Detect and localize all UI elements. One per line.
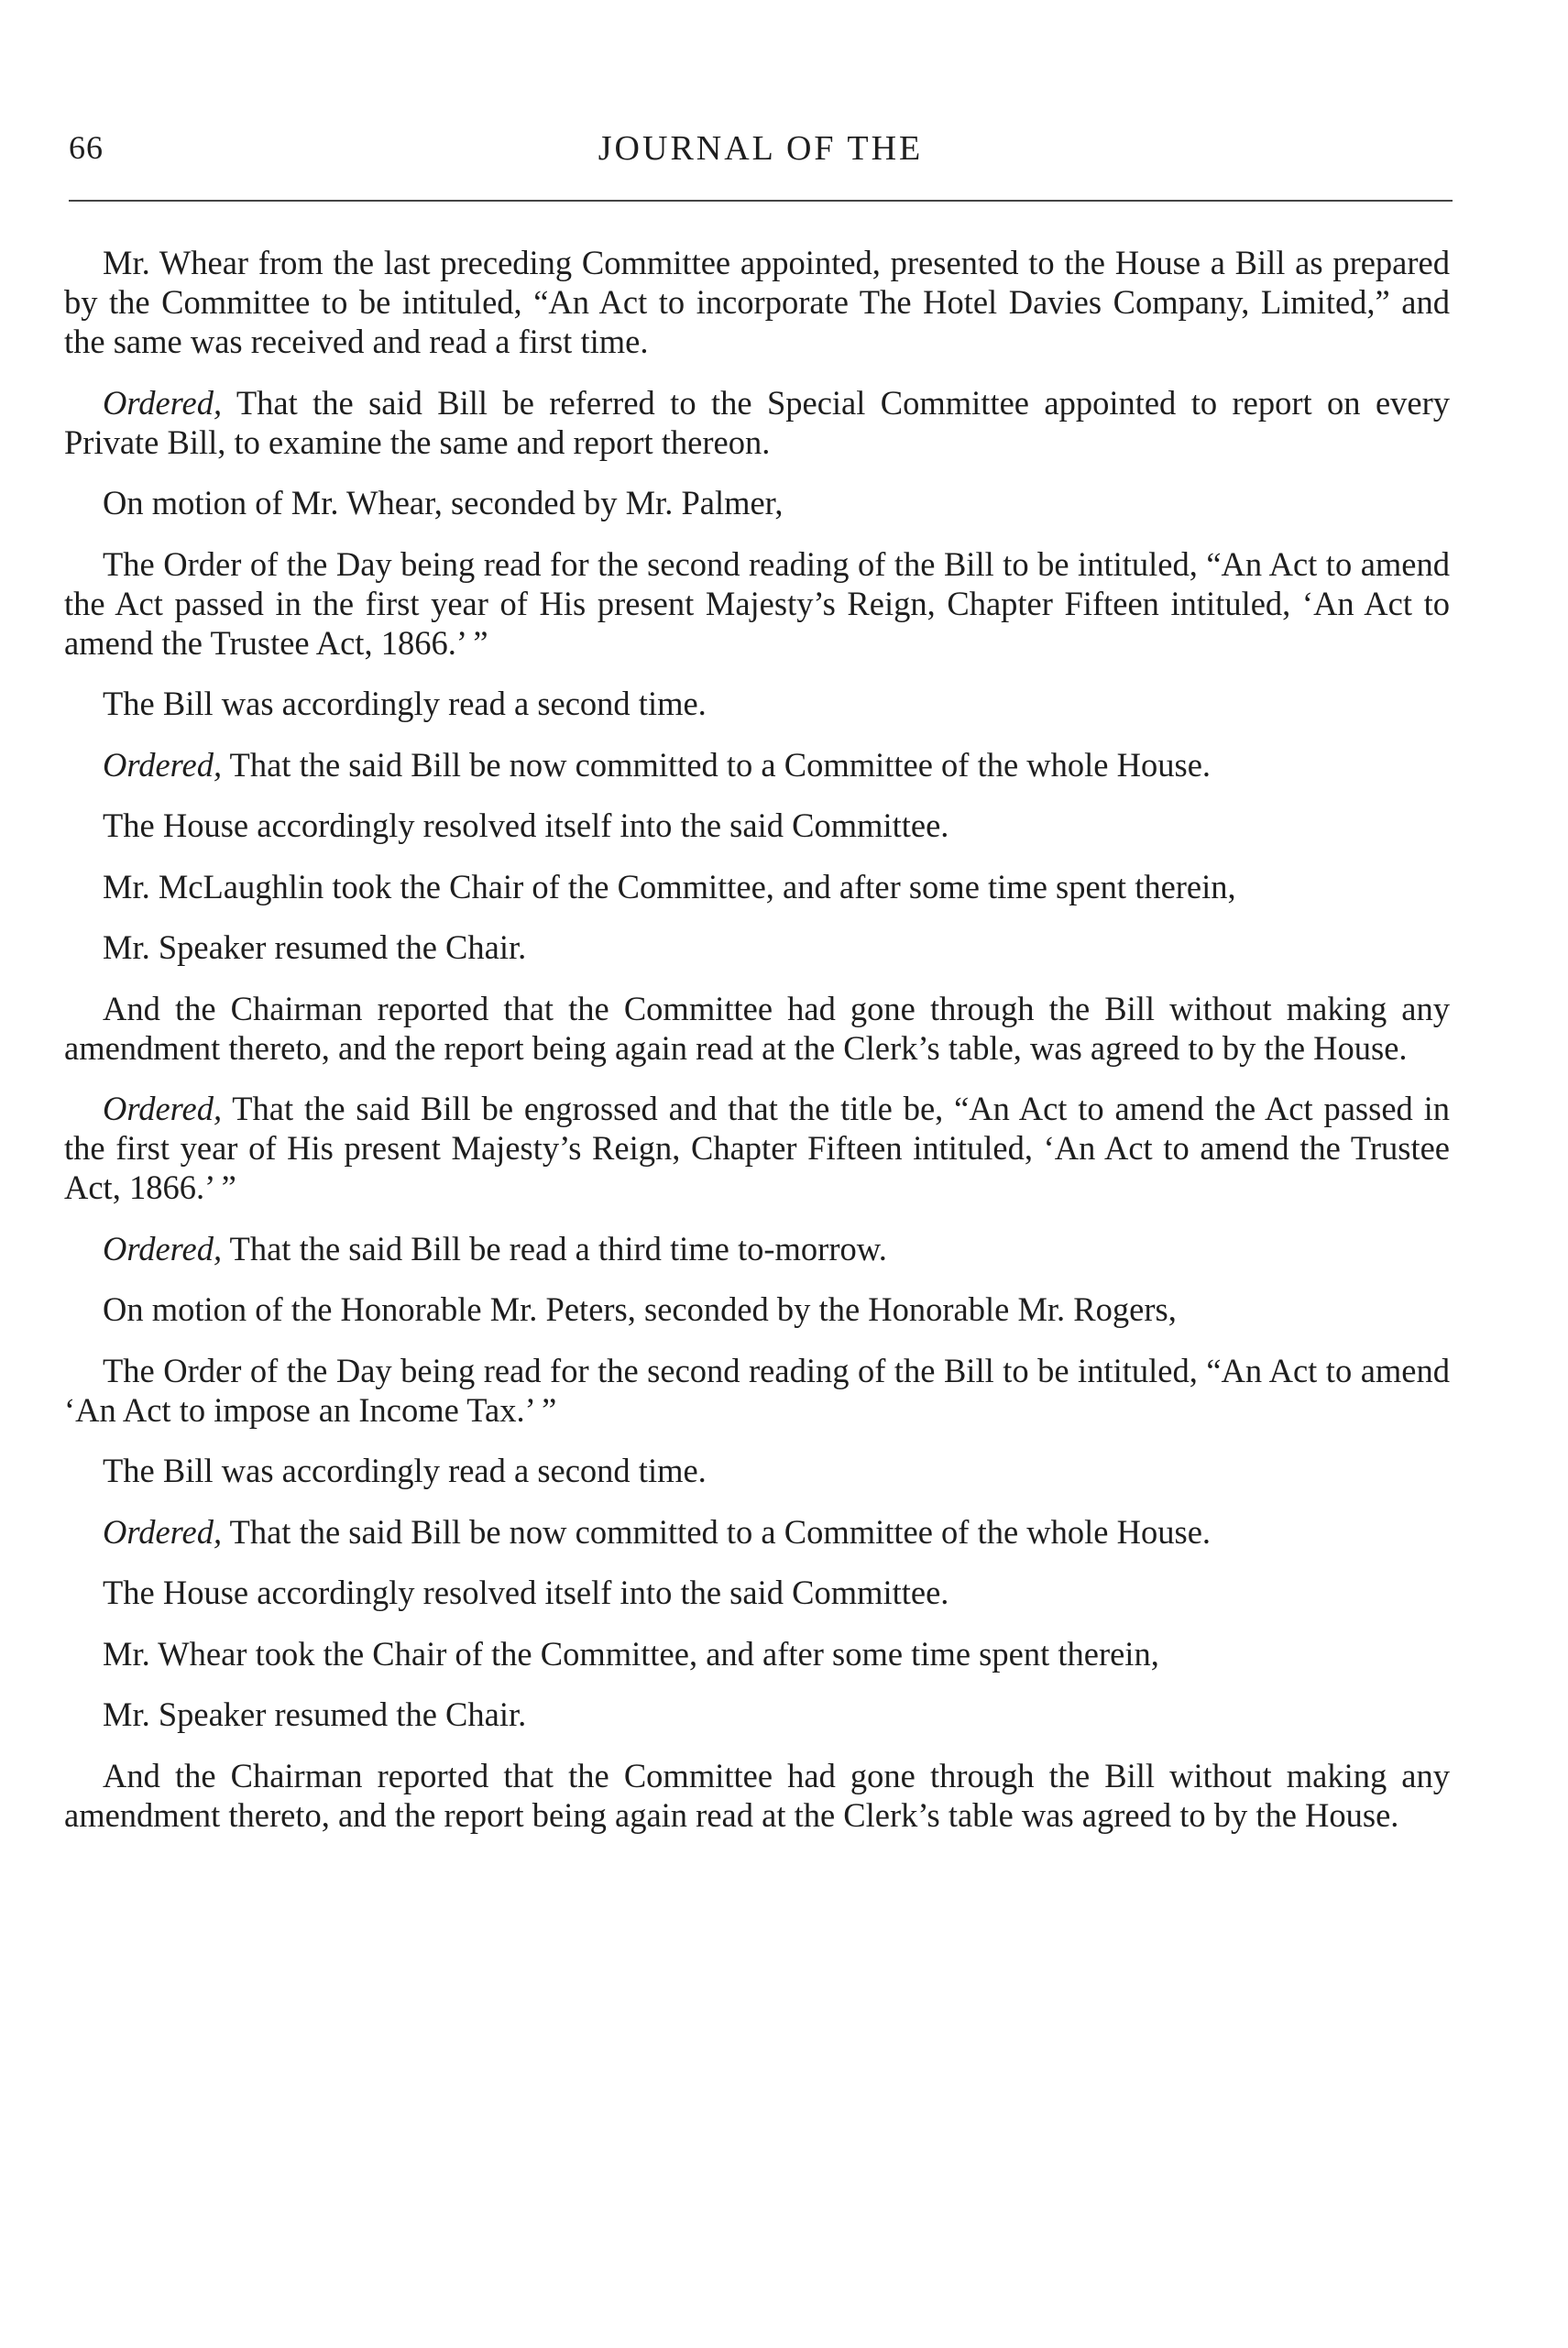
paragraph-text: The Bill was accordingly read a second time.	[103, 685, 707, 722]
paragraph	[64, 1634, 1450, 1673]
paragraph	[64, 1573, 1450, 1612]
paragraph	[64, 544, 1450, 663]
paragraph-lead: Ordered,	[103, 745, 223, 784]
paragraph-lead: Ordered,	[103, 383, 223, 422]
paragraph-text: On motion of the Honorable Mr. Peters, seconded by the Honorable Mr. Rogers,	[103, 1290, 1177, 1328]
paragraph	[64, 1695, 1450, 1734]
header-rule	[69, 200, 1453, 202]
paragraph-text: On motion of Mr. Whear, seconded by Mr. Palmer,	[103, 484, 784, 521]
paragraph-text: The House accordingly resolved itself into the said Committee.	[103, 806, 949, 844]
paragraph-text: That the said Bill be now committed to a Committee of the whole House.	[222, 745, 1212, 784]
paragraph-text: The Bill was accordingly read a second time.	[103, 1452, 707, 1489]
paragraph	[64, 1756, 1450, 1835]
paragraph-text: The Order of the Day being read for the second reading of the Bill to be intituled, “An Act to amend the Act passed in the first year of His present Majesty’s Reign, Chapter Fifteen intituled, ‘An Act to amend the Trustee Act, 1866.’ ”	[64, 544, 1450, 662]
paragraph	[64, 243, 1450, 361]
paragraph-lead: Ordered,	[103, 1229, 223, 1267]
paragraph-text: Mr. Whear from the last preceding Committee appointed, presented to the House a Bill as prepared by the Committee to be intituled, “An Act to incorporate The Hotel Davies Company, Limited,” and the same was received and read a first time.	[64, 244, 1450, 360]
paragraph-lead: Ordered,	[103, 1090, 223, 1127]
paragraph-text: Mr. Speaker resumed the Chair.	[103, 928, 527, 966]
paragraph-text: That the said Bill be now committed to a Committee of the whole House.	[222, 1512, 1212, 1551]
journal-title: JOURNAL OF THE	[598, 129, 924, 168]
paragraph	[64, 927, 1450, 967]
paragraph-text: The Order of the Day being read for the second reading of the Bill to be intituled, “An Act to amend ‘An Act to impose an Income Tax.’ ”	[64, 1351, 1450, 1429]
paragraph	[64, 806, 1450, 845]
paragraph-text: That the said Bill be read a third time to-morrow.	[222, 1229, 887, 1267]
paragraph	[64, 383, 1450, 462]
paragraph	[64, 1089, 1450, 1207]
paragraph	[64, 745, 1450, 784]
paragraph	[64, 1451, 1450, 1490]
paragraph-lead: Ordered,	[103, 1512, 223, 1551]
paragraph	[64, 1351, 1450, 1430]
paragraph	[64, 684, 1450, 723]
paragraph-text: And the Chairman reported that the Committee had gone through the Bill without making any amendment thereto, and the report being again read at the Clerk’s table, was agreed to by the House.	[64, 989, 1450, 1067]
paragraph	[64, 1289, 1450, 1329]
journal-body	[64, 243, 1450, 1856]
running-head	[69, 128, 1453, 183]
paragraph-text: And the Chairman reported that the Committee had gone through the Bill without making any amendment thereto, and the report being again read at the Clerk’s table was agreed to by the House.	[64, 1756, 1450, 1834]
paragraph	[64, 867, 1450, 906]
paragraph	[64, 989, 1450, 1068]
paragraph	[64, 1512, 1450, 1552]
page-number: 66	[69, 129, 104, 166]
paragraph-text: The House accordingly resolved itself into the said Committee.	[103, 1574, 949, 1611]
paragraph-text: Mr. McLaughlin took the Chair of the Committee, and after some time spent therein,	[103, 867, 1236, 905]
paragraph-text: That the said Bill be engrossed and that the title be, “An Act to amend the Act passed in the first year of His present Majesty’s Reign, Chapter Fifteen intituled, ‘An Act to amend the Trustee Act, 1866.’ ”	[64, 1090, 1450, 1206]
paragraph-text: Mr. Whear took the Chair of the Committee, and after some time spent therein,	[103, 1634, 1159, 1673]
paragraph-text: Mr. Speaker resumed the Chair.	[103, 1695, 527, 1733]
paragraph	[64, 483, 1450, 522]
paragraph	[64, 1229, 1450, 1268]
paragraph-text: That the said Bill be referred to the Special Committee appointed to report on every Private Bill, to examine the same and report thereon.	[64, 383, 1450, 461]
